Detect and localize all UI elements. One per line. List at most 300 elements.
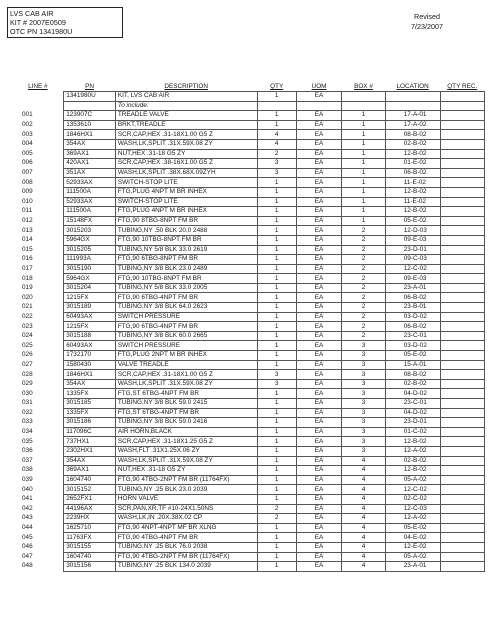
description: WASH,LK,IN .20X.38X.02 CP [115,514,257,524]
uom: EA [296,216,341,226]
location: 01-C-02 [385,427,440,437]
table-row [12,149,485,159]
description: FTG,90 10TBG-8NPT FM BR [115,235,257,245]
uom: EA [296,207,341,217]
description: FTG,90 4TBG-2NPT FM BR (11764FX) [115,475,257,485]
table-row [12,552,485,562]
table-row [12,274,485,284]
kit-desc: KIT, LVS CAB AIR [115,92,257,102]
qty-received [440,139,485,149]
qty-received [440,331,485,341]
part-number: 123907C [64,111,116,121]
table-row [12,168,485,178]
part-number: 2652FX1 [64,494,116,504]
qty-received [440,351,485,361]
location: 04-D-02 [385,389,440,399]
part-number: 2239HX [64,514,116,524]
col-pn: PN [85,83,94,90]
line-number: 005 [22,149,33,157]
qty-received [440,542,485,552]
kit-uom: EA [296,92,341,102]
qty-received [440,322,485,332]
table-row [12,427,485,437]
location: 05-E-02 [385,216,440,226]
qty: 1 [257,427,296,437]
uom: EA [296,130,341,140]
qty: 1 [257,533,296,543]
uom: EA [296,562,341,572]
table-row [12,293,485,303]
line-number: 025 [22,341,33,349]
qty: 1 [257,562,296,572]
line-number: 008 [22,178,33,186]
location: 04-D-02 [385,408,440,418]
part-number: 1846HX1 [64,130,116,140]
location: 05-E-02 [385,523,440,533]
box-number: 2 [342,255,385,265]
qty: 1 [257,245,296,255]
line-number: 007 [22,169,33,177]
box-number: 4 [342,504,385,514]
table-row [12,494,485,504]
box-number: 3 [342,408,385,418]
description: SWITCH-STOP LITE [115,197,257,207]
description: TUBING,NY .50 BLK 20.0 2488 [115,226,257,236]
table-row [12,111,485,121]
qty-received [440,494,485,504]
line-number: 041 [22,495,33,503]
location: 12-E-02 [385,542,440,552]
line-number: 015 [22,245,33,253]
uom: EA [296,533,341,543]
description: NUT,HEX .31-18 G5 ZY [115,466,257,476]
qty: 1 [257,283,296,293]
location: 09-E-03 [385,235,440,245]
part-number: 111500A [64,207,116,217]
qty: 1 [257,437,296,447]
qty-received [440,312,485,322]
qty-received [440,255,485,265]
qty: 2 [257,149,296,159]
qty-received [440,360,485,370]
part-number: 111993A [64,255,116,265]
qty-received [440,149,485,159]
description: SCR,CAP,HEX .38-16X1.00 G5 Z [115,159,257,169]
table-row [12,341,485,351]
table-row [12,389,485,399]
qty-received [440,437,485,447]
qty: 1 [257,351,296,361]
qty: 3 [257,168,296,178]
box-number: 2 [342,264,385,274]
qty: 1 [257,408,296,418]
qty: 1 [257,485,296,495]
part-number: 117096C [64,427,116,437]
description: WASH,LK,SPLIT .38X.68X.09ZYH [115,168,257,178]
description: WASH,LK,SPLIT .31X.59X.08 ZY [115,139,257,149]
table-row [12,178,485,188]
qty-received [440,379,485,389]
uom: EA [296,226,341,236]
box-number: 3 [342,379,385,389]
box-number: 2 [342,322,385,332]
col-qty-rec: QTY REC. [447,83,478,90]
qty-received [440,533,485,543]
location: 17-A-02 [385,120,440,130]
location: 12-B-02 [385,187,440,197]
line-number: 023 [22,322,33,330]
part-number: 369AX1 [64,149,116,159]
uom: EA [296,514,341,524]
table-row [12,255,485,265]
uom: EA [296,399,341,409]
description: FTG,ST 6TBG-4NPT FM BR [115,389,257,399]
table-row [12,216,485,226]
location: 06-B-02 [385,293,440,303]
part-number: 1732170 [64,351,116,361]
part-number: 44196AX [64,504,116,514]
uom: EA [296,197,341,207]
description: SCR,CAP,HEX .31-18X1.25 G5 Z [115,437,257,447]
description: FTG,ST 6TBG-4NPT FM BR [115,408,257,418]
col-box: BOX # [354,83,373,90]
box-number: 2 [342,283,385,293]
qty: 1 [257,331,296,341]
line-number: 011 [22,207,33,215]
location: 06-B-02 [385,168,440,178]
uom: EA [296,360,341,370]
part-number: 3015186 [64,418,116,428]
location: 01-E-02 [385,159,440,169]
table-row [12,283,485,293]
qty: 3 [257,159,296,169]
part-number: 3015203 [64,226,116,236]
box-number: 4 [342,475,385,485]
table-header-row [12,82,485,92]
qty: 1 [257,466,296,476]
uom: EA [296,149,341,159]
location: 12-B-02 [385,149,440,159]
uom: EA [296,370,341,380]
description: TUBING,NY 3/8 BLK 59.0 2416 [115,418,257,428]
line-number: 026 [22,351,33,359]
box-number: 2 [342,226,385,236]
description: TUBING,NY 3/8 BLK 64.0 2623 [115,303,257,313]
description: WASH,FLT .31X1.25X.06 ZY [115,446,257,456]
description: SWITCH PRESSURE [115,312,257,322]
box-number: 3 [342,389,385,399]
location: 02-C-02 [385,494,440,504]
description: SWITCH PRESSURE [115,341,257,351]
uom: EA [296,168,341,178]
qty: 1 [257,523,296,533]
qty: 1 [257,293,296,303]
part-number: 3015189 [64,303,116,313]
line-number: 013 [22,226,33,234]
location: 12-C-02 [385,264,440,274]
part-number: 3015188 [64,331,116,341]
box-number: 1 [342,130,385,140]
uom: EA [296,187,341,197]
location: 23-C-01 [385,331,440,341]
table-row [12,197,485,207]
qty-received [440,187,485,197]
qty-received [440,552,485,562]
qty-received [440,523,485,533]
qty-received [440,226,485,236]
location: 05-E-02 [385,351,440,361]
description: TUBING,NY 3/8 BLK 60.0 2665 [115,331,257,341]
box-number: 2 [342,312,385,322]
qty-received [440,264,485,274]
box-number: 3 [342,370,385,380]
line-number: 029 [22,380,33,388]
qty-received [440,120,485,130]
line-number: 020 [22,293,33,301]
location: 09-E-03 [385,274,440,284]
table-row [12,523,485,533]
table-row [12,437,485,447]
box-number: 4 [342,562,385,572]
uom: EA [296,139,341,149]
description: BRKT,TREADLE [115,120,257,130]
part-number: 369AX1 [64,466,116,476]
box-number: 1 [342,207,385,217]
uom: EA [296,255,341,265]
box-number: 1 [342,178,385,188]
revised-label: Revised [414,12,440,21]
qty: 1 [257,312,296,322]
uom: EA [296,475,341,485]
location: 03-D-02 [385,341,440,351]
part-number: 11763FX [64,533,116,543]
part-number: 3015156 [64,562,116,572]
description: TUBING,NY 5/8 BLK 33.0 2005 [115,283,257,293]
box-number: 4 [342,485,385,495]
part-number: 1846HX1 [64,370,116,380]
location: 12-B-02 [385,207,440,217]
uom: EA [296,389,341,399]
table-row [12,130,485,140]
part-number: 1215FX [64,322,116,332]
box-number: 4 [342,494,385,504]
description: FTG,90 6TBG-4NPT FM BR [115,293,257,303]
location: 02-B-02 [385,379,440,389]
qty-received [440,485,485,495]
uom: EA [296,245,341,255]
box-number: 3 [342,341,385,351]
uom: EA [296,446,341,456]
part-number: 1604740 [64,475,116,485]
description: FTG,90 6TBG-8NPT FM BR [115,255,257,265]
qty-received [440,303,485,313]
description: TREADLE VALVE [115,111,257,121]
location: 12-C-02 [385,485,440,495]
description: SWITCH-STOP LITE [115,178,257,188]
uom: EA [296,408,341,418]
table-row [12,562,485,572]
box-number: 3 [342,418,385,428]
box-number: 1 [342,187,385,197]
qty: 1 [257,187,296,197]
box-number: 3 [342,437,385,447]
uom: EA [296,293,341,303]
description: TUBING,NY .25 BLK 134.0 2039 [115,562,257,572]
description: FTG,PLUG 2NPT M BR INHEX [115,351,257,361]
qty: 1 [257,255,296,265]
qty: 4 [257,139,296,149]
location: 02-B-02 [385,139,440,149]
qty: 1 [257,542,296,552]
location: 12-C-03 [385,504,440,514]
description: HORN VALVE [115,494,257,504]
qty: 1 [257,322,296,332]
line-number: 045 [22,533,33,541]
line-number: 010 [22,197,33,205]
qty-received [440,274,485,284]
description: WASH,LK,SPLIT .31X.59X.08 ZY [115,379,257,389]
qty-received [440,456,485,466]
part-number: 3015152 [64,485,116,495]
location: 23-A-01 [385,562,440,572]
line-number: 042 [22,504,33,512]
description: VALVE TREADLE [115,360,257,370]
uom: EA [296,235,341,245]
location: 04-E-02 [385,533,440,543]
part-number: 1335FX [64,408,116,418]
table-row [12,456,485,466]
table-row [12,360,485,370]
description: NUT,HEX .31-18 G5 ZY [115,149,257,159]
location: 15-A-01 [385,360,440,370]
table-row [12,466,485,476]
revised-date: 7/23/2007 [411,22,443,31]
box-number: 2 [342,235,385,245]
line-number: 036 [22,447,33,455]
qty-received [440,207,485,217]
table-row [12,322,485,332]
part-number: 3015205 [64,245,116,255]
uom: EA [296,120,341,130]
table-row [12,331,485,341]
table-row [12,159,485,169]
part-number: 3015190 [64,264,116,274]
subheader-row [12,101,485,111]
line-number: 046 [22,543,33,551]
location: 06-B-02 [385,322,440,332]
uom: EA [296,379,341,389]
qty: 1 [257,216,296,226]
description: SCR,CAP,HEX .31-18X1.00 G5 Z [115,130,257,140]
col-uom: UOM [311,83,327,90]
description: FTG,PLUG 4NPT M BR INHEX [115,207,257,217]
uom: EA [296,542,341,552]
line-number: 047 [22,552,33,560]
description: SCR,PAN,XR,TF #10-24X1.50NS [115,504,257,514]
location: 09-C-03 [385,255,440,265]
location: 03-D-02 [385,312,440,322]
table-row [12,120,485,130]
qty-received [440,245,485,255]
qty: 1 [257,235,296,245]
col-line: LINE # [28,83,48,91]
line-number: 001 [22,111,33,119]
description: AIR HORN,BLACK [115,427,257,437]
table-row [12,235,485,245]
table-row [12,303,485,313]
location: 23-C-01 [385,399,440,409]
part-number: 1215FX [64,293,116,303]
part-number: 111500A [64,187,116,197]
location: 12-D-03 [385,226,440,236]
part-number: 3015155 [64,542,116,552]
uom: EA [296,264,341,274]
table-row [12,533,485,543]
location: 23-D-01 [385,418,440,428]
part-number: 1353610 [64,120,116,130]
box-number: 1 [342,216,385,226]
part-number: 3015204 [64,283,116,293]
qty-received [440,427,485,437]
table-row [12,504,485,514]
uom: EA [296,303,341,313]
part-number: 354AX [64,379,116,389]
qty: 1 [257,552,296,562]
table-row [12,408,485,418]
qty-received [440,562,485,572]
line-number: 037 [22,456,33,464]
qty: 2 [257,504,296,514]
qty-received [440,159,485,169]
part-number: 52933AX [64,197,116,207]
part-number: 15148FX [64,216,116,226]
table-row [12,245,485,255]
part-number: 1604740 [64,552,116,562]
uom: EA [296,466,341,476]
description: FTG,90 8TBG-8NPT FM BR [115,216,257,226]
description: FTG,90 6TBG-4NPT FM BR [115,322,257,332]
box-number: 1 [342,197,385,207]
part-number: 1625710 [64,523,116,533]
uom: EA [296,331,341,341]
uom: EA [296,504,341,514]
location: 12-A-02 [385,514,440,524]
box-number: 2 [342,331,385,341]
part-number: 737HX1 [64,437,116,447]
qty-received [440,408,485,418]
box-number: 2 [342,303,385,313]
location: 23-B-01 [385,303,440,313]
uom: EA [296,523,341,533]
box-number: 4 [342,523,385,533]
line-number: 016 [22,255,33,263]
qty-received [440,341,485,351]
table-row [12,312,485,322]
qty-received [440,389,485,399]
qty: 1 [257,178,296,188]
parts-table [12,82,485,572]
uom: EA [296,341,341,351]
part-number: 5964GX [64,235,116,245]
line-number: 018 [22,274,33,282]
qty: 4 [257,130,296,140]
location: 05-A-02 [385,552,440,562]
qty: 1 [257,274,296,284]
uom: EA [296,456,341,466]
description: TUBING,NY 3/8 BLK 59.0 2415 [115,399,257,409]
box-number: 1 [342,159,385,169]
table-row [12,485,485,495]
